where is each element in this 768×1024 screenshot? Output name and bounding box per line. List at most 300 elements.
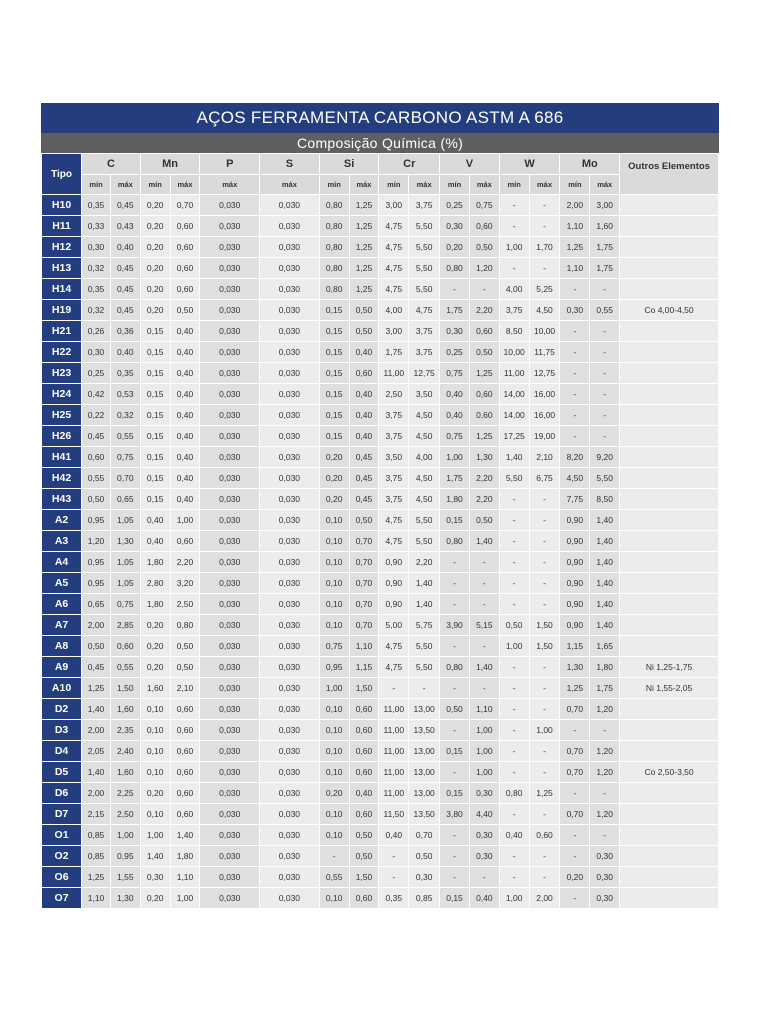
col-header-si: Si: [319, 154, 379, 175]
col-header-outros: Outros Elementos: [620, 154, 719, 195]
table-cell: 11,50: [379, 804, 409, 825]
table-cell: 3,90: [440, 615, 470, 636]
table-cell: 0,30: [440, 321, 470, 342]
table-cell: 0,40: [170, 426, 200, 447]
table-cell: 1,10: [170, 867, 200, 888]
table-cell: 1,75: [440, 468, 470, 489]
table-cell: 0,20: [319, 489, 349, 510]
table-cell: 3,75: [379, 468, 409, 489]
table-cell: 0,15: [140, 447, 170, 468]
table-cell: 0,20: [140, 237, 170, 258]
table-cell: 0,030: [200, 657, 260, 678]
table-cell: 4,75: [379, 216, 409, 237]
table-cell: 2,05: [82, 741, 111, 762]
table-cell: 0,030: [260, 510, 320, 531]
table-cell: 12,75: [409, 363, 440, 384]
table-cell: 0,22: [82, 405, 111, 426]
table-cell: -: [499, 489, 529, 510]
row-type-label: H41: [42, 447, 82, 468]
table-cell: 0,40: [170, 321, 200, 342]
table-row: [42, 531, 719, 552]
table-cell: 1,10: [349, 636, 379, 657]
table-cell: 0,030: [200, 195, 260, 216]
table-cell: 8,50: [499, 321, 529, 342]
table-cell: 1,75: [590, 258, 620, 279]
other-elements-cell: [620, 237, 719, 258]
table-cell: 0,40: [349, 783, 379, 804]
other-elements-cell: [620, 384, 719, 405]
table-cell: 0,030: [200, 468, 260, 489]
table-cell: 0,20: [140, 657, 170, 678]
table-cell: -: [440, 846, 470, 867]
table-cell: 0,030: [200, 825, 260, 846]
table-cell: 1,05: [110, 510, 140, 531]
other-elements-cell: [620, 825, 719, 846]
table-cell: -: [560, 384, 590, 405]
table-cell: 0,20: [140, 615, 170, 636]
table-cell: 4,50: [409, 489, 440, 510]
table-cell: 3,75: [379, 426, 409, 447]
table-cell: 0,65: [82, 594, 111, 615]
table-cell: 0,40: [170, 468, 200, 489]
table-cell: 0,030: [200, 762, 260, 783]
table-cell: -: [409, 678, 440, 699]
table-cell: 0,10: [140, 762, 170, 783]
table-cell: 0,030: [260, 426, 320, 447]
table-cell: 0,95: [82, 573, 111, 594]
table-cell: -: [440, 825, 470, 846]
table-cell: 0,60: [170, 720, 200, 741]
table-cell: -: [529, 594, 560, 615]
table-cell: 10,00: [499, 342, 529, 363]
table-cell: 3,75: [379, 489, 409, 510]
table-cell: 0,50: [440, 699, 470, 720]
table-cell: 0,30: [469, 783, 499, 804]
table-cell: 0,030: [200, 867, 260, 888]
table-cell: 1,40: [590, 531, 620, 552]
other-elements-cell: [620, 594, 719, 615]
table-cell: -: [529, 489, 560, 510]
table-cell: 1,50: [529, 615, 560, 636]
table-cell: 0,030: [200, 636, 260, 657]
table-cell: 1,60: [110, 699, 140, 720]
other-elements-cell: [620, 405, 719, 426]
table-cell: 0,45: [82, 426, 111, 447]
table-cell: 11,75: [529, 342, 560, 363]
table-cell: 3,50: [379, 447, 409, 468]
table-cell: 0,42: [82, 384, 111, 405]
other-elements-cell: [620, 573, 719, 594]
table-cell: -: [499, 867, 529, 888]
table-cell: 5,50: [409, 636, 440, 657]
table-cell: 4,50: [409, 426, 440, 447]
table-cell: 1,20: [590, 699, 620, 720]
table-cell: 0,030: [260, 825, 320, 846]
table-cell: 2,20: [469, 300, 499, 321]
table-cell: 2,00: [529, 888, 560, 909]
table-cell: 1,20: [82, 531, 111, 552]
table-cell: 0,20: [319, 783, 349, 804]
table-cell: 0,40: [349, 426, 379, 447]
table-cell: 5,50: [409, 216, 440, 237]
table-cell: -: [590, 405, 620, 426]
other-elements-cell: Ni 1,25-1,75: [620, 657, 719, 678]
table-cell: 1,40: [170, 825, 200, 846]
table-cell: 4,00: [499, 279, 529, 300]
row-type-label: D2: [42, 699, 82, 720]
table-cell: 0,030: [200, 405, 260, 426]
table-cell: 0,030: [260, 363, 320, 384]
table-cell: 0,50: [469, 237, 499, 258]
table-cell: 1,50: [529, 636, 560, 657]
table-cell: 1,60: [590, 216, 620, 237]
table-cell: 0,15: [440, 888, 470, 909]
table-cell: 0,80: [440, 657, 470, 678]
table-row: [42, 552, 719, 573]
table-cell: -: [560, 342, 590, 363]
table-cell: 1,00: [469, 762, 499, 783]
table-cell: 1,10: [469, 699, 499, 720]
table-row: [42, 804, 719, 825]
other-elements-cell: [620, 720, 719, 741]
table-cell: 1,40: [590, 594, 620, 615]
table-cell: 2,35: [110, 720, 140, 741]
table-cell: 0,10: [140, 804, 170, 825]
table-cell: 0,80: [319, 216, 349, 237]
table-cell: 0,15: [440, 783, 470, 804]
table-cell: 0,70: [409, 825, 440, 846]
table-cell: 0,50: [349, 825, 379, 846]
table-cell: 0,15: [319, 426, 349, 447]
row-type-label: H26: [42, 426, 82, 447]
table-cell: 1,80: [140, 552, 170, 573]
table-cell: 16,00: [529, 384, 560, 405]
table-cell: 1,40: [140, 846, 170, 867]
other-elements-cell: [620, 699, 719, 720]
table-cell: 0,030: [200, 888, 260, 909]
table-cell: 1,30: [110, 888, 140, 909]
table-cell: 1,15: [560, 636, 590, 657]
table-cell: 0,030: [260, 195, 320, 216]
row-type-label: H19: [42, 300, 82, 321]
table-cell: 3,75: [409, 195, 440, 216]
table-cell: -: [560, 363, 590, 384]
table-cell: -: [590, 321, 620, 342]
table-cell: 11,00: [379, 720, 409, 741]
table-cell: 0,40: [170, 384, 200, 405]
table-cell: -: [560, 321, 590, 342]
table-cell: 0,10: [319, 510, 349, 531]
table-cell: 0,20: [140, 216, 170, 237]
table-cell: 1,20: [469, 258, 499, 279]
table-cell: -: [469, 594, 499, 615]
page-title: AÇOS FERRAMENTA CARBONO ASTM A 686: [41, 103, 719, 133]
table-cell: 3,75: [409, 342, 440, 363]
table-cell: 0,030: [200, 216, 260, 237]
subheader-max: máx: [110, 175, 140, 195]
table-cell: 13,00: [409, 762, 440, 783]
table-cell: 0,10: [319, 573, 349, 594]
table-cell: 0,80: [440, 531, 470, 552]
table-cell: 3,80: [440, 804, 470, 825]
table-cell: 0,33: [82, 216, 111, 237]
table-cell: 0,030: [260, 699, 320, 720]
table-row: [42, 846, 719, 867]
table-cell: -: [499, 573, 529, 594]
table-cell: 1,25: [349, 237, 379, 258]
table-cell: 2,20: [469, 489, 499, 510]
row-type-label: O2: [42, 846, 82, 867]
table-cell: 1,00: [440, 447, 470, 468]
table-cell: 0,030: [260, 615, 320, 636]
other-elements-cell: [620, 279, 719, 300]
table-cell: 1,05: [110, 573, 140, 594]
table-row: [42, 258, 719, 279]
row-type-label: D4: [42, 741, 82, 762]
table-cell: 0,030: [200, 489, 260, 510]
table-cell: 12,75: [529, 363, 560, 384]
table-cell: 9,20: [590, 447, 620, 468]
table-cell: 0,030: [200, 699, 260, 720]
table-cell: 2,20: [409, 552, 440, 573]
table-cell: -: [440, 573, 470, 594]
table-cell: 0,75: [469, 195, 499, 216]
table-cell: 0,75: [110, 594, 140, 615]
table-cell: 0,030: [200, 300, 260, 321]
table-cell: 0,90: [560, 615, 590, 636]
table-cell: -: [499, 846, 529, 867]
table-cell: 7,75: [560, 489, 590, 510]
table-cell: -: [379, 678, 409, 699]
table-cell: -: [469, 678, 499, 699]
table-cell: 0,40: [440, 384, 470, 405]
table-cell: 0,15: [140, 405, 170, 426]
table-cell: 0,030: [200, 678, 260, 699]
table-cell: 0,15: [140, 468, 170, 489]
table-cell: 0,030: [260, 237, 320, 258]
table-cell: 0,60: [170, 258, 200, 279]
table-cell: 13,00: [409, 783, 440, 804]
table-cell: -: [590, 426, 620, 447]
table-cell: 0,60: [110, 636, 140, 657]
table-row: [42, 888, 719, 909]
table-row: [42, 657, 719, 678]
table-cell: 2,85: [110, 615, 140, 636]
table-cell: 0,15: [319, 321, 349, 342]
table-cell: 1,00: [170, 888, 200, 909]
table-cell: 0,55: [319, 867, 349, 888]
table-row: [42, 426, 719, 447]
table-cell: 4,75: [409, 300, 440, 321]
subheader-min: mín: [560, 175, 590, 195]
table-row: [42, 195, 719, 216]
table-cell: 1,25: [349, 216, 379, 237]
table-cell: 4,50: [409, 468, 440, 489]
table-cell: -: [560, 825, 590, 846]
table-cell: -: [560, 783, 590, 804]
table-cell: 0,50: [499, 615, 529, 636]
table-cell: -: [499, 678, 529, 699]
table-cell: 2,20: [469, 468, 499, 489]
table-cell: -: [499, 216, 529, 237]
table-cell: 0,80: [319, 279, 349, 300]
col-header-mn: Mn: [140, 154, 200, 175]
table-cell: -: [499, 552, 529, 573]
table-cell: 4,50: [560, 468, 590, 489]
table-row: [42, 783, 719, 804]
table-cell: 0,10: [319, 531, 349, 552]
table-cell: 0,030: [200, 384, 260, 405]
table-cell: 0,75: [440, 363, 470, 384]
table-cell: 0,030: [260, 384, 320, 405]
table-cell: 0,40: [170, 447, 200, 468]
table-cell: 0,95: [82, 552, 111, 573]
table-cell: -: [499, 594, 529, 615]
table-cell: 0,30: [140, 867, 170, 888]
subheader-min: mín: [82, 175, 111, 195]
table-cell: 0,030: [200, 573, 260, 594]
table-cell: 5,50: [409, 531, 440, 552]
table-cell: -: [440, 762, 470, 783]
subheader-max: máx: [260, 175, 320, 195]
table-cell: 0,30: [590, 888, 620, 909]
table-row: [42, 342, 719, 363]
table-cell: 16,00: [529, 405, 560, 426]
table-cell: -: [319, 846, 349, 867]
table-cell: -: [529, 657, 560, 678]
table-cell: 1,40: [82, 699, 111, 720]
table-cell: -: [499, 195, 529, 216]
table-cell: 0,60: [349, 762, 379, 783]
table-cell: 1,10: [560, 216, 590, 237]
table-cell: 0,60: [349, 804, 379, 825]
table-cell: 0,030: [200, 594, 260, 615]
table-cell: 0,45: [110, 258, 140, 279]
col-header-c: C: [82, 154, 141, 175]
table-cell: 0,60: [469, 216, 499, 237]
table-cell: 0,10: [319, 699, 349, 720]
row-type-label: H43: [42, 489, 82, 510]
table-cell: -: [469, 573, 499, 594]
table-cell: 0,45: [82, 657, 111, 678]
table-cell: 0,60: [170, 216, 200, 237]
table-cell: 4,40: [469, 804, 499, 825]
table-cell: 1,40: [82, 762, 111, 783]
table-cell: 0,50: [349, 846, 379, 867]
table-cell: 0,030: [200, 615, 260, 636]
subheader-max: máx: [349, 175, 379, 195]
table-cell: 0,40: [140, 531, 170, 552]
table-row: [42, 237, 719, 258]
other-elements-cell: [620, 426, 719, 447]
table-cell: 0,20: [140, 888, 170, 909]
table-cell: 0,95: [110, 846, 140, 867]
table-cell: -: [499, 741, 529, 762]
table-cell: 0,30: [590, 846, 620, 867]
table-cell: 4,50: [409, 405, 440, 426]
table-cell: 1,50: [349, 867, 379, 888]
table-cell: 11,00: [379, 699, 409, 720]
table-cell: 1,00: [469, 741, 499, 762]
table-cell: 0,70: [349, 573, 379, 594]
table-row: [42, 573, 719, 594]
table-cell: 1,80: [140, 594, 170, 615]
table-cell: -: [499, 762, 529, 783]
table-cell: 0,90: [379, 573, 409, 594]
table-cell: 1,25: [349, 195, 379, 216]
table-cell: 1,70: [529, 237, 560, 258]
table-cell: 0,60: [469, 405, 499, 426]
col-header-mo: Mo: [560, 154, 620, 175]
row-type-label: A4: [42, 552, 82, 573]
table-cell: 0,70: [110, 468, 140, 489]
table-cell: -: [469, 636, 499, 657]
table-cell: 0,10: [319, 762, 349, 783]
table-cell: 0,15: [440, 741, 470, 762]
table-cell: -: [499, 720, 529, 741]
table-body: [42, 195, 719, 909]
table-cell: -: [440, 678, 470, 699]
table-cell: 2,40: [110, 741, 140, 762]
table-row: [42, 489, 719, 510]
table-row: [42, 636, 719, 657]
table-cell: 1,15: [349, 657, 379, 678]
table-cell: 0,40: [170, 489, 200, 510]
table-row: [42, 594, 719, 615]
table-cell: 0,030: [260, 888, 320, 909]
table-cell: 4,75: [379, 657, 409, 678]
col-header-p: P: [200, 154, 260, 175]
table-cell: 1,00: [110, 825, 140, 846]
table-row: [42, 384, 719, 405]
table-cell: 0,20: [140, 783, 170, 804]
table-cell: 0,030: [260, 846, 320, 867]
row-type-label: A9: [42, 657, 82, 678]
table-cell: -: [529, 699, 560, 720]
table-cell: 0,90: [560, 594, 590, 615]
table-cell: 0,60: [469, 384, 499, 405]
other-elements-cell: [620, 888, 719, 909]
table-cell: 0,030: [260, 489, 320, 510]
table-cell: -: [590, 825, 620, 846]
table-row: [42, 468, 719, 489]
table-cell: 0,030: [260, 594, 320, 615]
table-cell: 0,030: [200, 510, 260, 531]
table-cell: 1,40: [469, 531, 499, 552]
table-cell: 1,75: [440, 300, 470, 321]
table-cell: 0,60: [170, 783, 200, 804]
table-cell: 0,15: [319, 342, 349, 363]
table-cell: 0,90: [560, 510, 590, 531]
table-cell: 0,50: [349, 321, 379, 342]
table-cell: 0,20: [140, 195, 170, 216]
table-cell: 5,50: [409, 510, 440, 531]
table-cell: 0,60: [349, 363, 379, 384]
table-cell: 1,25: [469, 426, 499, 447]
table-cell: 5,50: [409, 258, 440, 279]
table-cell: 5,75: [409, 615, 440, 636]
table-cell: 5,00: [379, 615, 409, 636]
table-cell: 3,75: [379, 405, 409, 426]
table-cell: 0,10: [319, 615, 349, 636]
table-cell: 0,25: [440, 195, 470, 216]
table-cell: 0,60: [529, 825, 560, 846]
table-cell: 13,00: [409, 741, 440, 762]
subheader-min: mín: [440, 175, 470, 195]
table-cell: 1,00: [319, 678, 349, 699]
table-cell: 1,80: [170, 846, 200, 867]
table-cell: 0,36: [110, 321, 140, 342]
